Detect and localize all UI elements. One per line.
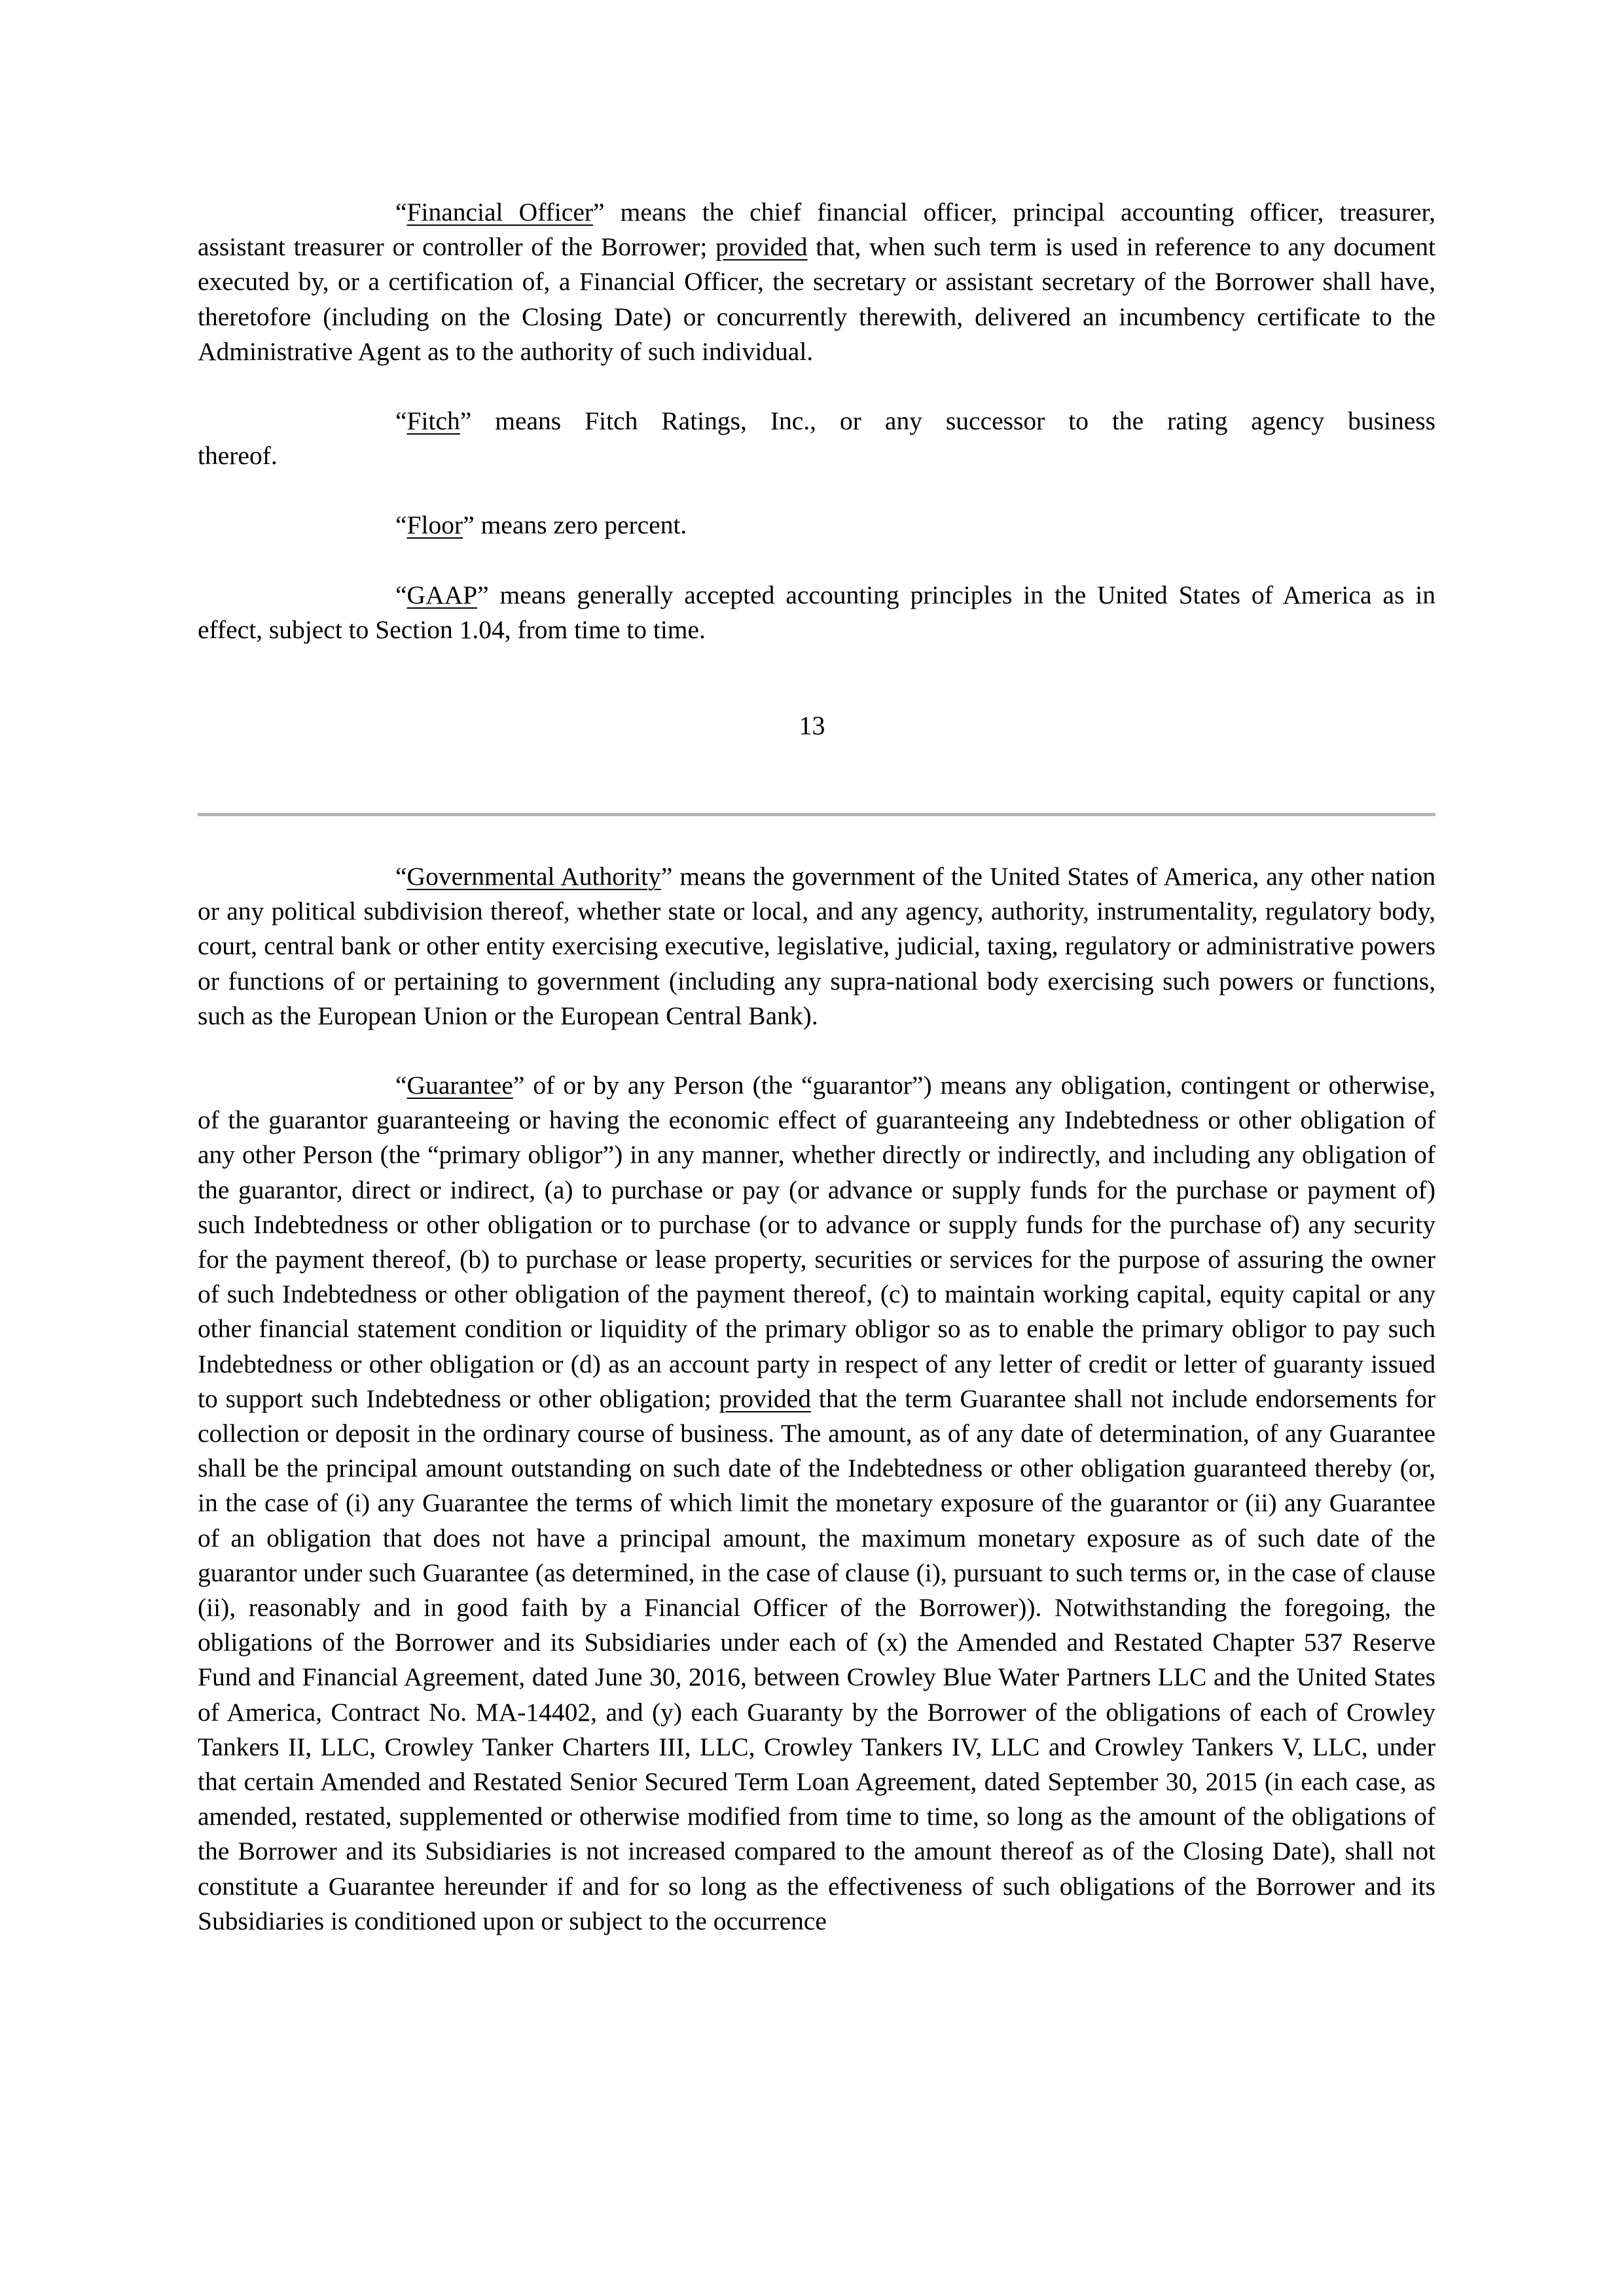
defined-term-guarantee: Guarantee <box>406 1071 513 1100</box>
defined-term-floor: Floor <box>406 511 463 540</box>
defined-term-financial-officer: Financial Officer <box>406 198 593 226</box>
definitions-section-page-13 <box>198 195 1435 647</box>
definition-text-continued: that the term Guarantee shall not include endorsements for collection or deposit in the ordinary course of business. The amount, as of any date of determination, of any Guarantee shall be the principal amount outstanding on such date of the Indebtedness or other obligation guaranteed thereby (or, in the case of (i) any Guarantee the terms of which limit the monetary exposure of the guarantor or (ii) any Guarantee of an obligation that does not have a principal amount, the maximum monetary exposure as of such date of the guarantor under such Guarantee (as determined, in the case of clause (i), pursuant to such terms or, in the case of clause (ii), reasonably and in good faith by a Financial Officer of the Borrower)). Notwithstanding the foregoing, the obligations of the Borrower and its Subsidiaries under each of (x) the Amended and Restated Chapter 537 Reserve Fund and Financial Agreement, dated June 30, 2016, between Crowley Blue Water Partners LLC and the United States of America, Contract No. MA-14402, and (y) each Guaranty by the Borrower of the obligations of each of Crowley Tankers II, LLC, Crowley Tanker Charters III, LLC, Crowley Tankers IV, LLC and Crowley Tankers V, LLC, under that certain Amended and Restated Senior Secured Term Loan Agreement, dated September 30, 2015 (in each case, as amended, restated, supplemented or otherwise modified from time to time, so long as the amount of the obligations of the Borrower and its Subsidiaries is not increased compared to the amount thereof as of the Closing Date), shall not constitute a Guarantee hereunder if and for so long as the effectiveness of such obligations of the Borrower and its Subsidiaries is conditioned upon or subject to the occurrence <box>198 1384 1435 1935</box>
definition-text: ” means generally accepted accounting principles in the United States of America as in effect, subject to Section 1.04, from time to time. <box>198 580 1435 644</box>
defined-term-fitch: Fitch <box>406 406 460 436</box>
definition-text: ” of or by any Person (the “guarantor”) means any obligation, contingent or otherwise, of the guarantor guaranteeing or having the economic effect of guaranteeing any Indebtedness or other obligation of any other Person (the “primary obligor”) in any manner, whether directly or indirectly, and including any obligation of the guarantor, direct or indirect, (a) to purchase or pay (or advance or supply funds for the purchase or payment of) such Indebtedness or other obligation or to purchase (or to advance or supply funds for the purchase of) any security for the payment thereof, (b) to purchase or lease property, securities or services for the purpose of assuring the owner of such Indebtedness or other obligation of the payment thereof, (c) to maintain working capital, equity capital or any other financial statement condition or liquidity of the primary obligor so as to enable the primary obligor to pay such Indebtedness or other obligation or (d) as an account party in respect of any letter of credit or letter of guaranty issued to support such Indebtedness or other obligation; <box>198 1071 1435 1413</box>
page-number: 13 <box>799 711 825 740</box>
paragraph-spacer <box>198 473 1435 508</box>
definition-guarantee <box>198 1068 1435 1939</box>
open-quote: “ <box>395 1071 407 1100</box>
definition-text: ” means the chief financial officer, principal accounting officer, treasurer, assistant treasurer or controller of the Borrower; <box>198 198 1435 262</box>
open-quote: “ <box>395 511 407 540</box>
open-quote: “ <box>395 406 407 436</box>
open-quote: “ <box>395 862 407 891</box>
definition-financial-officer <box>198 195 1435 369</box>
definitions-section-page-14 <box>198 859 1435 1939</box>
page-break-divider <box>198 813 1435 816</box>
provided-emphasis: provided <box>719 1384 811 1413</box>
open-quote: “ <box>395 580 407 609</box>
definition-fitch-tail: thereof. <box>198 441 278 471</box>
definition-gaap <box>198 578 1435 647</box>
definition-text: ” means zero percent. <box>463 511 687 540</box>
definition-floor <box>198 508 1435 543</box>
definition-governmental-authority <box>198 859 1435 1033</box>
definition-text: ” means Fitch Ratings, Inc., or any successor to the rating agency business <box>460 406 1435 436</box>
definition-fitch <box>198 404 1435 439</box>
paragraph-spacer <box>198 543 1435 578</box>
definition-text-continued: that, when such term is used in reference to any document executed by, or a certification of, a Financial Officer, the secretary or assistant secretary of the Borrower shall have, theretofore (including on the Closing Date) or concurrently therewith, delivered an incumbency certificate to the Administrative Agent as to the authority of such individual. <box>198 232 1435 366</box>
paragraph-spacer <box>198 369 1435 404</box>
definition-text: ” means the government of the United States of America, any other nation or any political subdivision thereof, whether state or local, and any agency, authority, instrumentality, regulatory body, court, central bank or other entity exercising executive, legislative, judicial, taxing, regulatory or administrative powers or functions of or pertaining to government (including any supra-national body exercising such powers or functions, such as the European Union or the European Central Bank). <box>198 862 1435 1030</box>
provided-emphasis: provided <box>715 232 808 262</box>
defined-term-governmental-authority: Governmental Authority <box>406 862 661 891</box>
open-quote: “ <box>395 198 407 226</box>
paragraph-spacer <box>198 1033 1435 1068</box>
defined-term-gaap: GAAP <box>406 580 478 609</box>
